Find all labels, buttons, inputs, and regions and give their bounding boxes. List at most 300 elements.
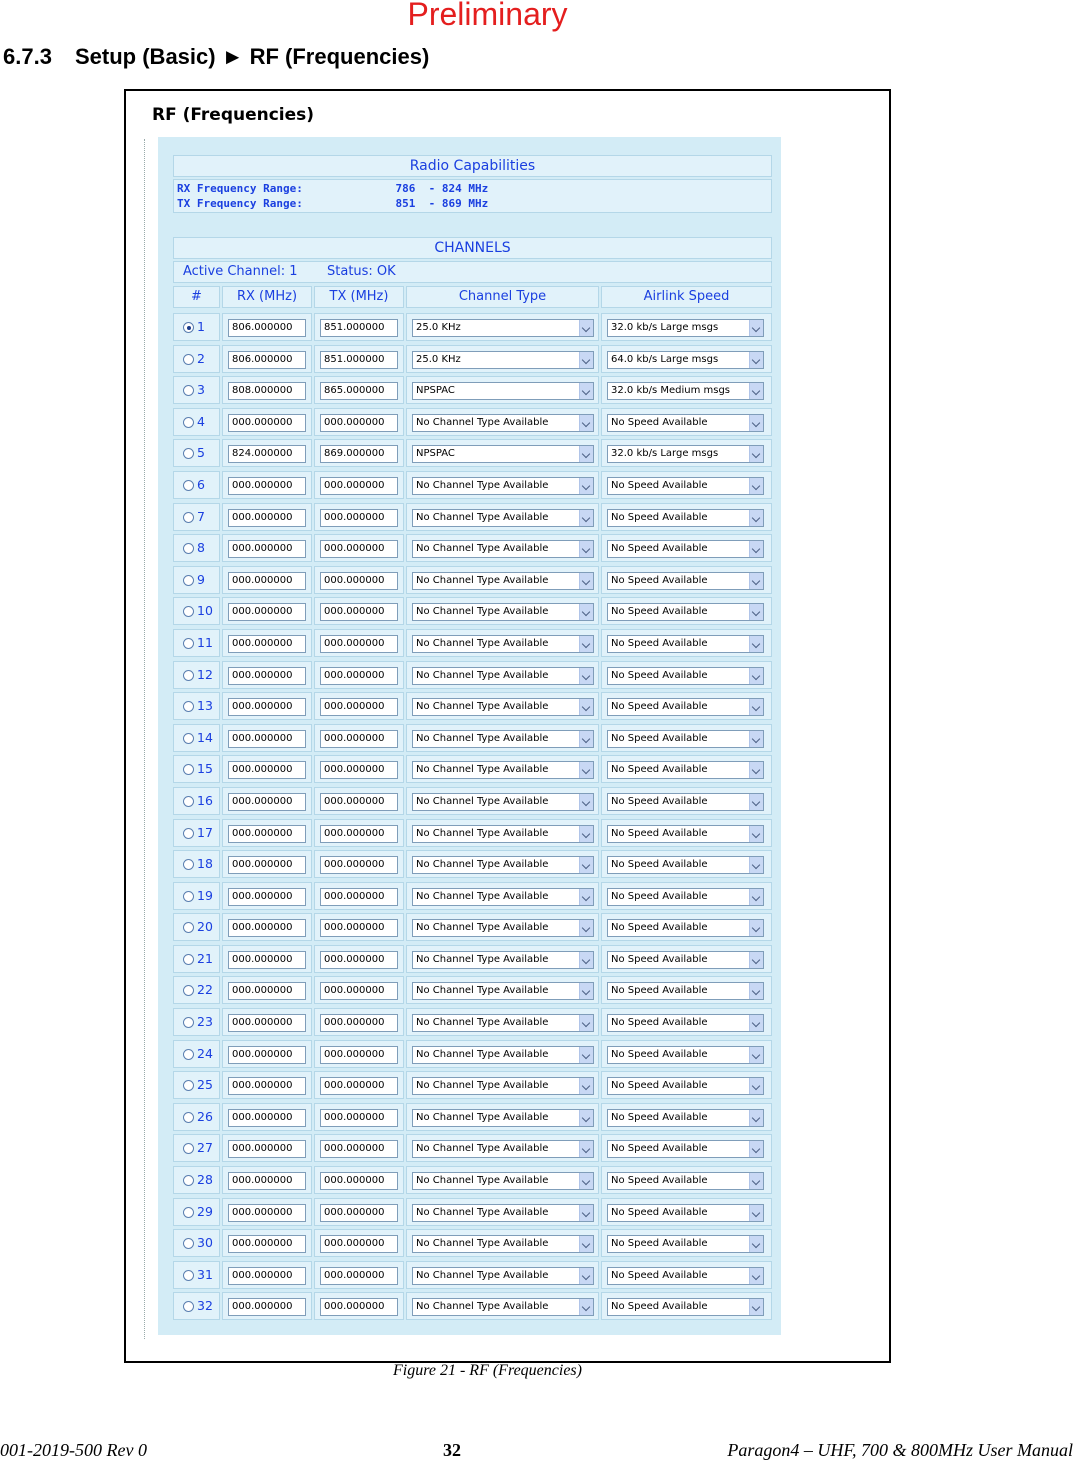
chevron-down-icon[interactable] (749, 573, 763, 589)
channel-type-cell (406, 755, 599, 783)
channel-type-cell (406, 1166, 599, 1194)
chevron-down-icon[interactable] (749, 1110, 763, 1126)
channel-type-cell (406, 882, 599, 910)
airlink-speed-select[interactable] (607, 1140, 764, 1158)
channel-radio[interactable] (183, 1049, 194, 1060)
tx-frequency-input[interactable]: 000.000000 (320, 1140, 398, 1158)
chevron-down-icon[interactable] (749, 510, 763, 526)
channel-number: 19 (197, 887, 213, 903)
airlink-speed-cell (601, 597, 772, 625)
chevron-down-icon[interactable] (749, 1078, 763, 1094)
channel-type-value: No Channel Type Available (416, 574, 549, 586)
tx-frequency-input[interactable]: 851.000000 (320, 351, 398, 369)
tx-frequency-input[interactable]: 000.000000 (320, 1109, 398, 1127)
airlink-speed-value: No Speed Available (611, 827, 708, 839)
channel-radio[interactable] (183, 575, 194, 586)
rx-cell (222, 408, 312, 436)
channel-type-select[interactable] (412, 1267, 594, 1285)
airlink-speed-cell (601, 439, 772, 467)
tx-frequency-input[interactable]: 869.000000 (320, 445, 398, 463)
tx-frequency-input[interactable]: 000.000000 (320, 1267, 398, 1285)
chevron-down-icon[interactable] (579, 857, 593, 873)
table-row (173, 311, 774, 343)
chevron-down-icon[interactable] (749, 920, 763, 936)
airlink-speed-select[interactable] (607, 414, 764, 432)
channel-type-select[interactable] (412, 698, 594, 716)
airlink-speed-select[interactable] (607, 1172, 764, 1190)
chevron-down-icon[interactable] (579, 320, 593, 336)
table-row (173, 564, 774, 596)
channel-radio[interactable] (183, 1080, 194, 1091)
channel-type-select[interactable] (412, 856, 594, 874)
channel-radio[interactable] (183, 322, 194, 333)
chevron-down-icon[interactable] (579, 1047, 593, 1063)
tx-frequency-input[interactable]: 000.000000 (320, 1204, 398, 1222)
channel-radio[interactable] (183, 733, 194, 744)
chevron-down-icon[interactable] (749, 794, 763, 810)
channel-type-cell (406, 408, 599, 436)
chevron-down-icon[interactable] (579, 826, 593, 842)
channel-radio[interactable] (183, 764, 194, 775)
airlink-speed-select[interactable] (607, 667, 764, 685)
channel-type-select[interactable] (412, 1140, 594, 1158)
airlink-speed-select[interactable] (607, 825, 764, 843)
airlink-speed-value: No Speed Available (611, 859, 708, 871)
chevron-down-icon[interactable] (579, 1078, 593, 1094)
channel-type-select[interactable] (412, 1046, 594, 1064)
channel-radio[interactable] (183, 448, 194, 459)
tx-frequency-input[interactable]: 000.000000 (320, 572, 398, 590)
channel-radio[interactable] (183, 606, 194, 617)
channel-type-select[interactable] (412, 982, 594, 1000)
channel-type-select[interactable] (412, 1204, 594, 1222)
table-row (173, 374, 774, 406)
rx-frequency-input[interactable]: 806.000000 (228, 319, 306, 337)
chevron-down-icon[interactable] (749, 699, 763, 715)
tx-cell (314, 1166, 404, 1194)
channel-type-select[interactable] (412, 635, 594, 653)
airlink-speed-select[interactable] (607, 382, 764, 400)
tx-cell (314, 597, 404, 625)
chevron-down-icon[interactable] (749, 1268, 763, 1284)
chevron-down-icon[interactable] (749, 1173, 763, 1189)
rx-frequency-input[interactable]: 000.000000 (228, 509, 306, 527)
rx-frequency-input[interactable]: 000.000000 (228, 761, 306, 779)
airlink-speed-select[interactable] (607, 698, 764, 716)
rx-frequency-input[interactable]: 000.000000 (228, 1109, 306, 1127)
channel-number-cell (173, 376, 220, 404)
chevron-down-icon[interactable] (579, 1141, 593, 1157)
airlink-speed-value: No Speed Available (611, 732, 708, 744)
rx-frequency-input[interactable]: 000.000000 (228, 730, 306, 748)
rx-cell (222, 313, 312, 341)
rx-frequency-input[interactable]: 000.000000 (228, 793, 306, 811)
chevron-down-icon[interactable] (749, 826, 763, 842)
tx-frequency-input[interactable]: 000.000000 (320, 1298, 398, 1316)
channel-type-select[interactable] (412, 414, 594, 432)
channel-radio[interactable] (183, 1143, 194, 1154)
tx-frequency-input[interactable]: 865.000000 (320, 382, 398, 400)
chevron-down-icon[interactable] (749, 415, 763, 431)
chevron-down-icon[interactable] (579, 983, 593, 999)
chevron-down-icon[interactable] (749, 1047, 763, 1063)
rx-frequency-input[interactable]: 000.000000 (228, 1267, 306, 1285)
channel-type-select[interactable] (412, 540, 594, 558)
channel-radio[interactable] (183, 1112, 194, 1123)
channel-type-value: No Channel Type Available (416, 985, 549, 997)
tx-cell (314, 534, 404, 562)
channel-type-select[interactable] (412, 1077, 594, 1095)
airlink-speed-select[interactable] (607, 477, 764, 495)
channel-type-select[interactable] (412, 888, 594, 906)
rx-frequency-input[interactable]: 000.000000 (228, 698, 306, 716)
channel-type-select[interactable] (412, 667, 594, 685)
rx-frequency-input[interactable]: 000.000000 (228, 825, 306, 843)
chevron-down-icon[interactable] (749, 1015, 763, 1031)
rx-frequency-input[interactable]: 806.000000 (228, 351, 306, 369)
rx-frequency-input[interactable]: 000.000000 (228, 667, 306, 685)
channel-number: 5 (197, 445, 205, 461)
channel-radio[interactable] (183, 638, 194, 649)
channel-radio[interactable] (183, 1175, 194, 1186)
channel-type-select[interactable] (412, 382, 594, 400)
tx-frequency-input[interactable]: 000.000000 (320, 1014, 398, 1032)
channel-radio[interactable] (183, 1301, 194, 1312)
chevron-down-icon[interactable] (749, 1236, 763, 1252)
airlink-speed-select[interactable] (607, 951, 764, 969)
chevron-down-icon[interactable] (579, 920, 593, 936)
airlink-speed-select[interactable] (607, 319, 764, 337)
chevron-down-icon[interactable] (749, 952, 763, 968)
channel-radio[interactable] (183, 796, 194, 807)
airlink-speed-cell (601, 850, 772, 878)
airlink-speed-select[interactable] (607, 1109, 764, 1127)
channel-type-select[interactable] (412, 730, 594, 748)
channel-type-value: No Channel Type Available (416, 606, 549, 618)
channel-radio[interactable] (183, 670, 194, 681)
rx-frequency-input[interactable]: 000.000000 (228, 951, 306, 969)
channel-type-cell (406, 471, 599, 499)
chevron-down-icon[interactable] (579, 952, 593, 968)
tx-cell (314, 1008, 404, 1036)
channel-radio[interactable] (183, 985, 194, 996)
airlink-speed-select[interactable] (607, 351, 764, 369)
tx-frequency-input[interactable]: 000.000000 (320, 540, 398, 558)
tx-frequency-input[interactable]: 000.000000 (320, 793, 398, 811)
channel-type-select[interactable] (412, 793, 594, 811)
chevron-down-icon[interactable] (749, 636, 763, 652)
chevron-down-icon[interactable] (749, 478, 763, 494)
channel-number: 16 (197, 792, 213, 808)
rx-frequency-input[interactable]: 000.000000 (228, 1014, 306, 1032)
channel-number-cell (173, 1292, 220, 1320)
chevron-down-icon[interactable] (579, 1268, 593, 1284)
page-title: RF (Frequencies) (152, 105, 315, 125)
airlink-speed-select[interactable] (607, 919, 764, 937)
tx-frequency-input[interactable]: 000.000000 (320, 761, 398, 779)
chevron-down-icon[interactable] (579, 1173, 593, 1189)
airlink-speed-cell (601, 1261, 772, 1289)
tx-frequency-input[interactable]: 000.000000 (320, 509, 398, 527)
chevron-down-icon[interactable] (579, 762, 593, 778)
tx-cell (314, 724, 404, 752)
chevron-down-icon[interactable] (749, 889, 763, 905)
channel-number: 8 (197, 540, 205, 556)
rx-frequency-input[interactable]: 000.000000 (228, 982, 306, 1000)
channel-type-value: 25.0 KHz (416, 322, 461, 333)
tx-frequency-input[interactable]: 000.000000 (320, 414, 398, 432)
rx-frequency-input[interactable]: 000.000000 (228, 1298, 306, 1316)
chevron-down-icon[interactable] (579, 1110, 593, 1126)
chevron-down-icon[interactable] (749, 320, 763, 336)
airlink-speed-select[interactable] (607, 1077, 764, 1095)
rx-frequency-input[interactable]: 000.000000 (228, 635, 306, 653)
table-row (173, 595, 774, 627)
chevron-down-icon[interactable] (579, 636, 593, 652)
airlink-speed-cell (601, 1198, 772, 1226)
channel-number: 31 (197, 1266, 213, 1282)
airlink-speed-value: No Speed Available (611, 1175, 708, 1187)
table-row (173, 690, 774, 722)
rx-frequency-input[interactable]: 000.000000 (228, 477, 306, 495)
airlink-speed-select[interactable] (607, 1267, 764, 1285)
channel-radio[interactable] (183, 859, 194, 870)
rx-cell (222, 976, 312, 1004)
chevron-down-icon[interactable] (579, 1299, 593, 1315)
rx-frequency-input[interactable]: 000.000000 (228, 1172, 306, 1190)
chevron-down-icon[interactable] (579, 1015, 593, 1031)
rx-frequency-input[interactable]: 000.000000 (228, 414, 306, 432)
tx-frequency-input[interactable]: 000.000000 (320, 730, 398, 748)
airlink-speed-select[interactable] (607, 540, 764, 558)
airlink-speed-select[interactable] (607, 1204, 764, 1222)
tx-frequency-input[interactable]: 000.000000 (320, 1235, 398, 1253)
tx-frequency-input[interactable]: 000.000000 (320, 1077, 398, 1095)
channel-type-select[interactable] (412, 319, 594, 337)
tx-frequency-input[interactable]: 000.000000 (320, 951, 398, 969)
channel-radio[interactable] (183, 922, 194, 933)
table-row (173, 722, 774, 754)
channel-radio[interactable] (183, 543, 194, 554)
channel-radio[interactable] (183, 1017, 194, 1028)
chevron-down-icon[interactable] (749, 668, 763, 684)
airlink-speed-select[interactable] (607, 1298, 764, 1316)
channel-number-cell (173, 724, 220, 752)
airlink-speed-cell (601, 313, 772, 341)
chevron-down-icon[interactable] (579, 1236, 593, 1252)
airlink-speed-select[interactable] (607, 445, 764, 463)
chevron-down-icon[interactable] (579, 889, 593, 905)
channel-number: 24 (197, 1045, 213, 1061)
chevron-down-icon[interactable] (579, 794, 593, 810)
airlink-speed-select[interactable] (607, 1046, 764, 1064)
chevron-down-icon[interactable] (749, 762, 763, 778)
airlink-speed-value: No Speed Available (611, 1238, 708, 1250)
channel-radio[interactable] (183, 512, 194, 523)
rx-frequency-input[interactable]: 824.000000 (228, 445, 306, 463)
chevron-down-icon[interactable] (579, 1205, 593, 1221)
rx-frequency-input[interactable]: 000.000000 (228, 1204, 306, 1222)
table-row (173, 343, 774, 375)
chevron-down-icon[interactable] (749, 383, 763, 399)
chevron-down-icon[interactable] (579, 573, 593, 589)
channel-type-select[interactable] (412, 825, 594, 843)
channel-type-select[interactable] (412, 603, 594, 621)
channel-type-select[interactable] (412, 1235, 594, 1253)
airlink-speed-select[interactable] (607, 509, 764, 527)
channel-radio[interactable] (183, 701, 194, 712)
channel-number: 12 (197, 666, 213, 682)
chevron-down-icon[interactable] (579, 383, 593, 399)
channel-type-select[interactable] (412, 572, 594, 590)
chevron-down-icon[interactable] (579, 668, 593, 684)
airlink-speed-select[interactable] (607, 888, 764, 906)
airlink-speed-select[interactable] (607, 761, 764, 779)
channel-type-select[interactable] (412, 761, 594, 779)
channel-type-select[interactable] (412, 1014, 594, 1032)
chevron-down-icon[interactable] (579, 446, 593, 462)
airlink-speed-select[interactable] (607, 1235, 764, 1253)
tx-frequency-input[interactable]: 000.000000 (320, 1046, 398, 1064)
channel-radio[interactable] (183, 417, 194, 428)
rx-frequency-input[interactable]: 808.000000 (228, 382, 306, 400)
column-header-channel-type: Channel Type (406, 286, 599, 308)
airlink-speed-select[interactable] (607, 603, 764, 621)
chevron-down-icon[interactable] (749, 1205, 763, 1221)
channel-number-cell (173, 629, 220, 657)
channel-radio[interactable] (183, 1238, 194, 1249)
channel-type-select[interactable] (412, 1172, 594, 1190)
rx-frequency-input[interactable]: 000.000000 (228, 603, 306, 621)
airlink-speed-select[interactable] (607, 730, 764, 748)
tx-frequency-input[interactable]: 000.000000 (320, 919, 398, 937)
tx-frequency-input[interactable]: 000.000000 (320, 825, 398, 843)
chevron-down-icon[interactable] (579, 604, 593, 620)
airlink-speed-cell (601, 471, 772, 499)
chevron-down-icon[interactable] (749, 1299, 763, 1315)
channel-number: 17 (197, 824, 213, 840)
chevron-down-icon[interactable] (579, 731, 593, 747)
table-row (173, 501, 774, 533)
rx-frequency-input[interactable]: 000.000000 (228, 888, 306, 906)
tx-frequency-input[interactable]: 000.000000 (320, 982, 398, 1000)
channel-radio[interactable] (183, 1207, 194, 1218)
rx-frequency-input[interactable]: 000.000000 (228, 856, 306, 874)
airlink-speed-cell (601, 1071, 772, 1099)
tx-cell (314, 1103, 404, 1131)
rx-cell (222, 661, 312, 689)
airlink-speed-select[interactable] (607, 982, 764, 1000)
channel-number: 27 (197, 1140, 213, 1156)
footer-manual-title: Paragon4 – UHF, 700 & 800MHz User Manual (727, 1440, 1073, 1460)
channel-number-cell (173, 345, 220, 373)
rx-frequency-input[interactable]: 000.000000 (228, 540, 306, 558)
airlink-speed-select[interactable] (607, 856, 764, 874)
chevron-down-icon[interactable] (749, 731, 763, 747)
chevron-down-icon[interactable] (579, 478, 593, 494)
chevron-down-icon[interactable] (749, 604, 763, 620)
channel-radio[interactable] (183, 480, 194, 491)
channel-number: 4 (197, 413, 205, 429)
tx-frequency-input[interactable]: 000.000000 (320, 856, 398, 874)
channel-radio[interactable] (183, 385, 194, 396)
channel-number-cell (173, 1008, 220, 1036)
tx-frequency-input[interactable]: 000.000000 (320, 888, 398, 906)
channel-type-select[interactable] (412, 951, 594, 969)
rf-panel (158, 137, 781, 1335)
tx-frequency-input[interactable]: 000.000000 (320, 635, 398, 653)
tx-frequency-input[interactable]: 000.000000 (320, 603, 398, 621)
channel-number: 23 (197, 1014, 213, 1030)
chevron-down-icon[interactable] (749, 541, 763, 557)
rx-frequency-input[interactable]: 000.000000 (228, 919, 306, 937)
chevron-down-icon[interactable] (749, 1141, 763, 1157)
channel-radio[interactable] (183, 1270, 194, 1281)
channel-type-cell (406, 1261, 599, 1289)
airlink-speed-select[interactable] (607, 1014, 764, 1032)
channel-type-select[interactable] (412, 1298, 594, 1316)
channel-type-cell (406, 629, 599, 657)
chevron-down-icon[interactable] (749, 446, 763, 462)
channel-type-select[interactable] (412, 477, 594, 495)
channel-type-select[interactable] (412, 1109, 594, 1127)
channel-number: 1 (197, 319, 205, 334)
channel-type-cell (406, 345, 599, 373)
airlink-speed-select[interactable] (607, 793, 764, 811)
rx-cell (222, 345, 312, 373)
channel-type-select[interactable] (412, 445, 594, 463)
tx-frequency-input[interactable]: 000.000000 (320, 698, 398, 716)
channel-radio[interactable] (183, 891, 194, 902)
channel-type-cell (406, 1103, 599, 1131)
channel-number-cell (173, 1040, 220, 1068)
chevron-down-icon[interactable] (579, 541, 593, 557)
rx-frequency-input[interactable]: 000.000000 (228, 572, 306, 590)
chevron-down-icon[interactable] (579, 415, 593, 431)
channel-type-value: No Channel Type Available (416, 511, 549, 523)
channel-type-select[interactable] (412, 919, 594, 937)
tx-frequency-input[interactable]: 000.000000 (320, 477, 398, 495)
table-row (173, 627, 774, 659)
chevron-down-icon[interactable] (749, 352, 763, 368)
channel-type-select[interactable] (412, 509, 594, 527)
chevron-down-icon[interactable] (579, 352, 593, 368)
channel-radio[interactable] (183, 354, 194, 365)
channel-type-select[interactable] (412, 351, 594, 369)
capabilities-box (173, 179, 772, 213)
airlink-speed-select[interactable] (607, 635, 764, 653)
channel-number-cell (173, 566, 220, 594)
channel-type-cell (406, 945, 599, 973)
tx-frequency-input[interactable]: 000.000000 (320, 667, 398, 685)
chevron-down-icon[interactable] (749, 857, 763, 873)
tx-frequency-input[interactable]: 851.000000 (320, 319, 398, 337)
tx-frequency-input[interactable]: 000.000000 (320, 1172, 398, 1190)
chevron-down-icon[interactable] (579, 699, 593, 715)
airlink-speed-cell (601, 913, 772, 941)
airlink-speed-select[interactable] (607, 572, 764, 590)
chevron-down-icon[interactable] (579, 510, 593, 526)
rx-frequency-input[interactable]: 000.000000 (228, 1046, 306, 1064)
rx-frequency-input[interactable]: 000.000000 (228, 1077, 306, 1095)
channel-radio[interactable] (183, 954, 194, 965)
airlink-speed-value: No Speed Available (611, 1143, 708, 1155)
airlink-speed-cell (601, 345, 772, 373)
channel-radio[interactable] (183, 828, 194, 839)
chevron-down-icon[interactable] (749, 983, 763, 999)
rx-frequency-input[interactable]: 000.000000 (228, 1235, 306, 1253)
rx-frequency-input[interactable]: 000.000000 (228, 1140, 306, 1158)
